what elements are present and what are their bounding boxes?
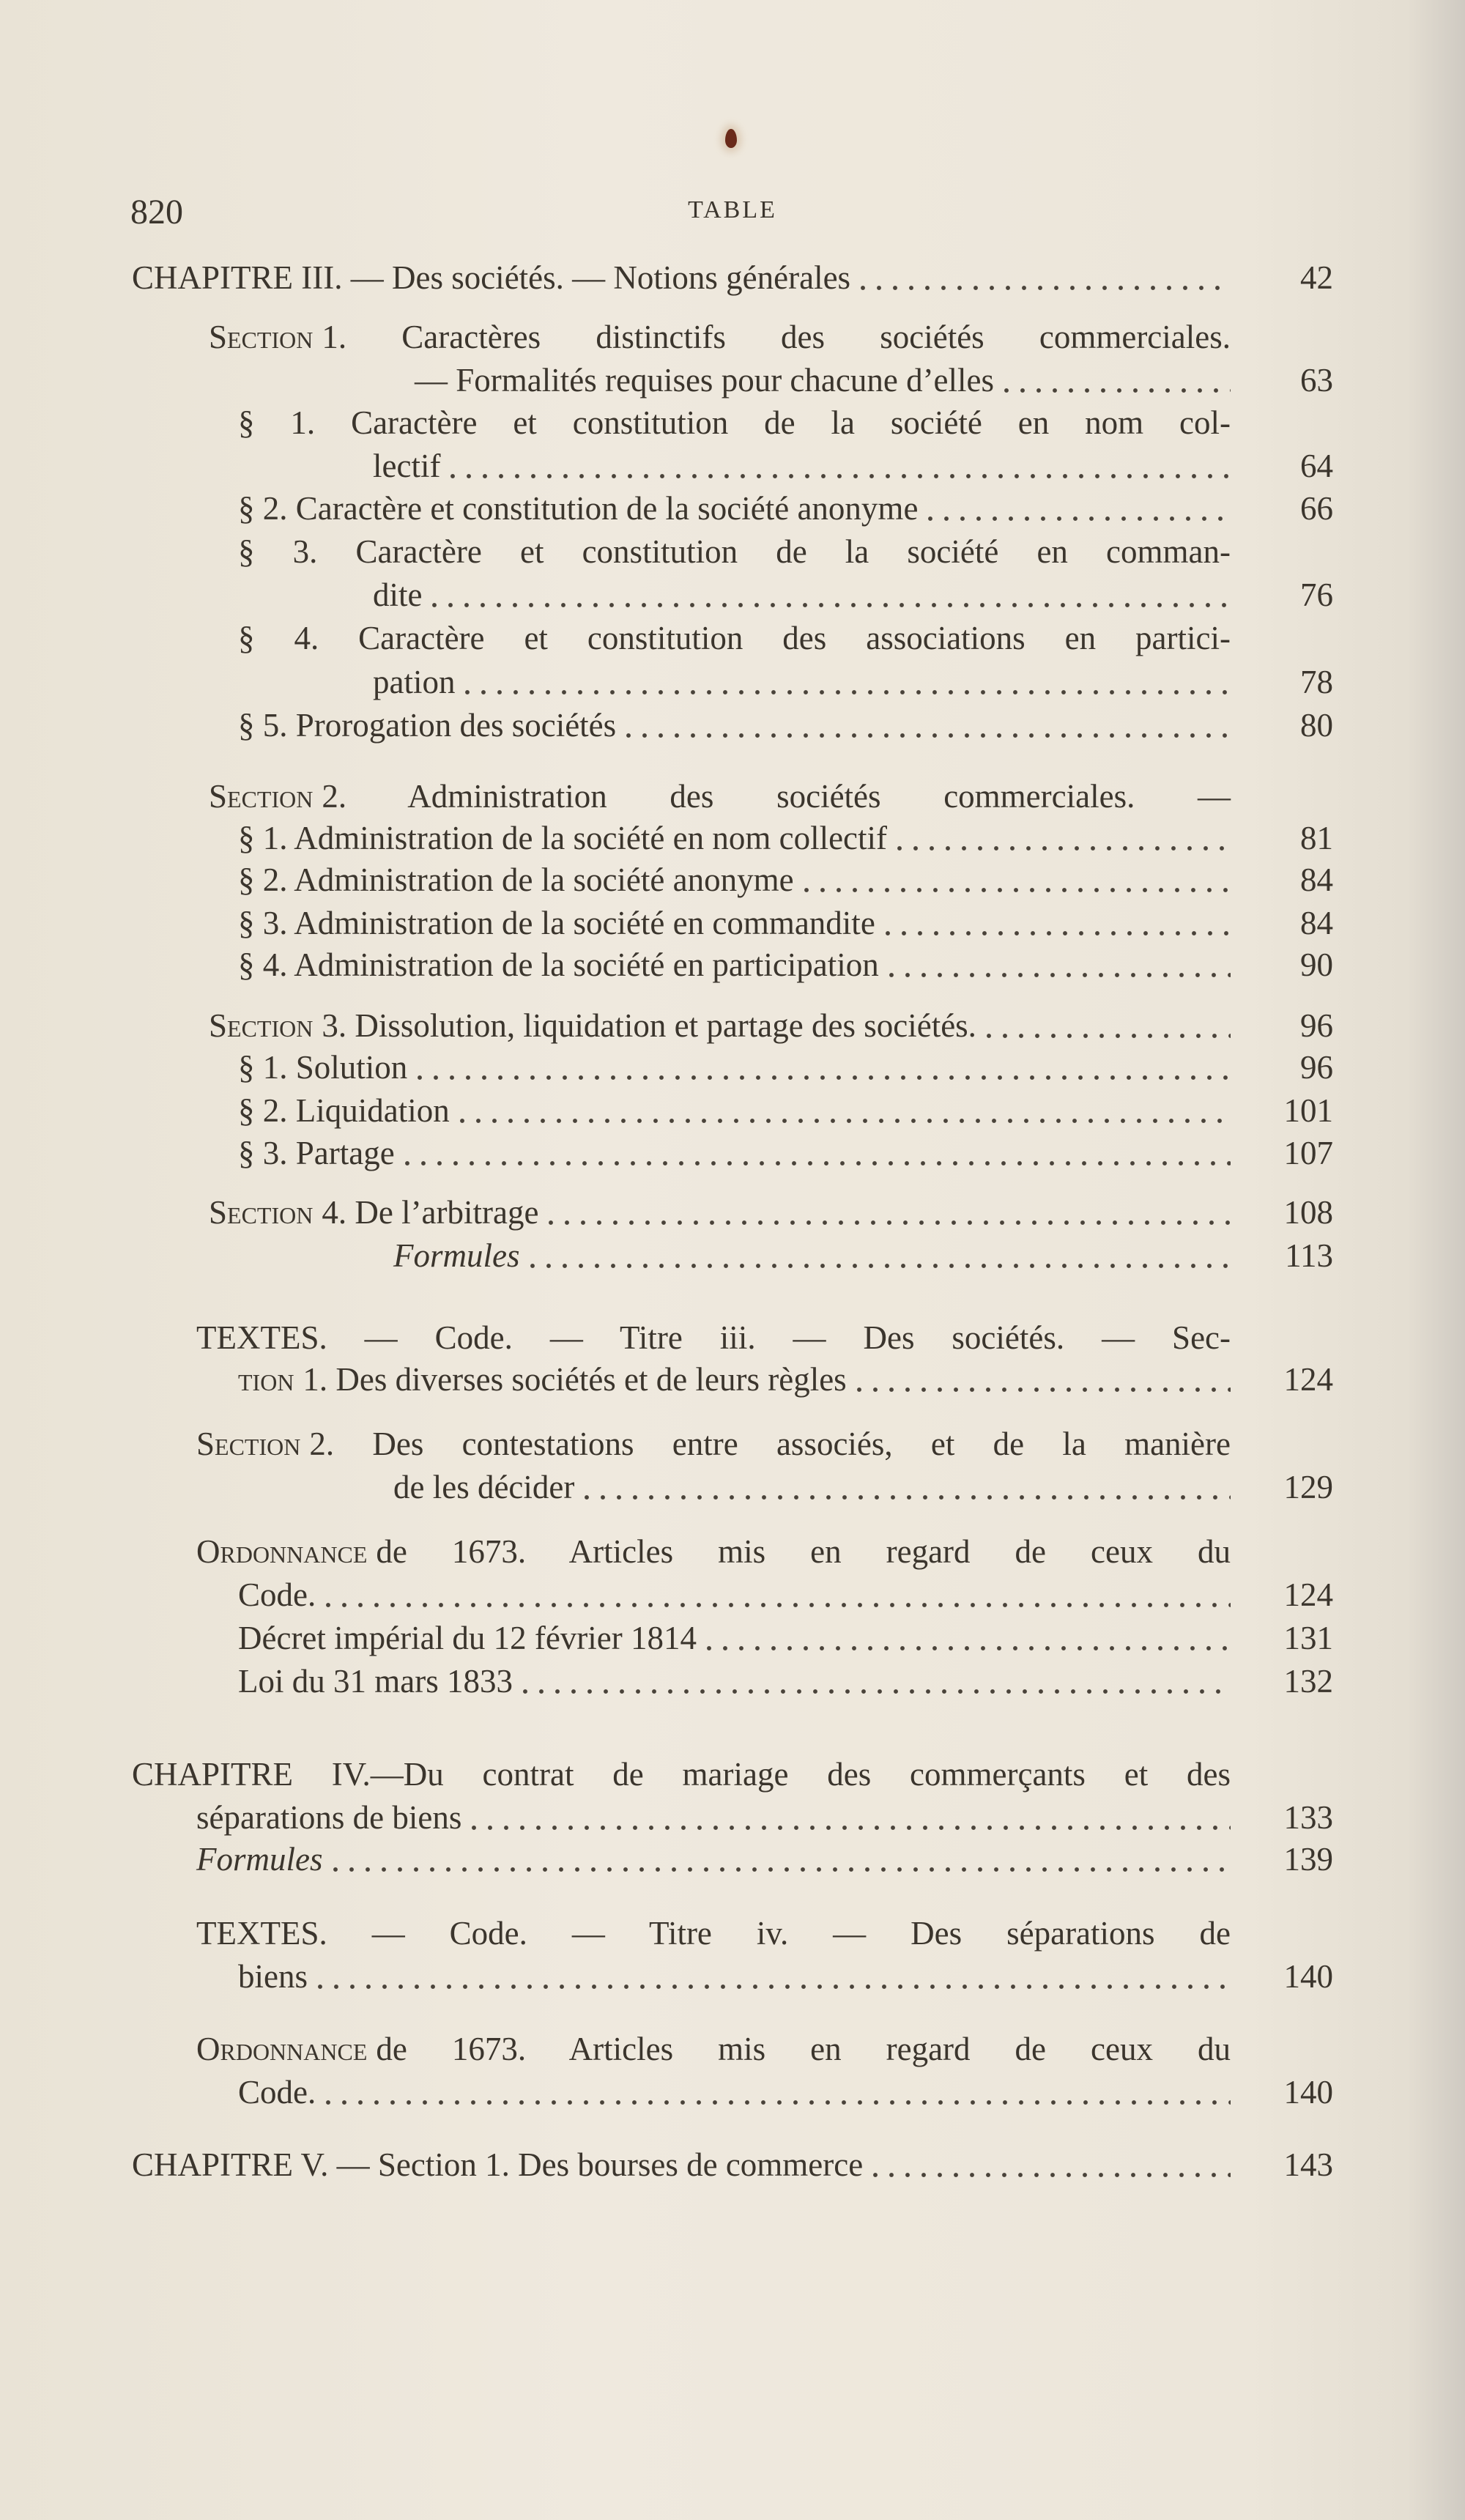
toc-entry (238, 1132, 1333, 1174)
entry-lead: Ordonnance (196, 1533, 368, 1570)
entry-title: — Formalités requises pour chacune d’elles (415, 362, 995, 399)
toc-entry (238, 704, 1333, 746)
dot-leader (880, 902, 1231, 944)
toc-entry (196, 2028, 1231, 2070)
page-number: 820 (130, 193, 183, 231)
toc-entry (132, 1753, 1231, 1796)
entry-page-number: 84 (1300, 905, 1333, 941)
entry-page-number: 108 (1283, 1194, 1333, 1231)
entry-title: 4. De l’arbitrage (322, 1194, 539, 1231)
entry-page-number: 90 (1300, 946, 1333, 983)
entry-title: TEXTES. — Code. — Titre iii. — Des sociétés. — Sec- (196, 1319, 1231, 1356)
entry-title: 1. Des diverses sociétés et de leurs règles (303, 1361, 847, 1398)
dot-leader (320, 1574, 1231, 1616)
dot-leader (883, 944, 1231, 986)
toc-entry (132, 256, 1333, 299)
entry-title: Code. (238, 1576, 316, 1613)
toc-entry (238, 817, 1333, 859)
entry-page-number: 42 (1300, 259, 1333, 296)
entry-title: § 2. Caractère et constitution de la société anonyme (238, 490, 919, 527)
entry-title: dite (373, 577, 423, 613)
toc-entry (196, 1316, 1231, 1359)
entry-page-number: 143 (1283, 2146, 1333, 2183)
dot-leader (579, 1466, 1231, 1508)
entry-title: § 1. Solution (238, 1049, 408, 1086)
toc-entry (238, 1574, 1333, 1616)
entry-title: Code. (238, 2074, 316, 2110)
entry-title: biens (238, 1958, 308, 1995)
dot-leader (327, 1838, 1231, 1880)
dot-leader (445, 445, 1231, 487)
dot-leader (466, 1796, 1231, 1839)
toc-entry (238, 902, 1333, 944)
entry-page-number: 139 (1283, 1841, 1333, 1878)
dot-leader (524, 1234, 1231, 1277)
dot-leader (399, 1132, 1231, 1174)
entry-title: § 1. Caractère et constitution de la société en nom col- (238, 404, 1231, 441)
entry-title: § 4. Administration de la société en participation (238, 946, 879, 983)
toc-entry (196, 1796, 1333, 1839)
entry-title: 1. Caractères distinctifs des sociétés commerciales. (322, 319, 1231, 355)
entry-page-number: 113 (1285, 1237, 1333, 1274)
toc-entry (373, 661, 1333, 703)
toc-entry (209, 316, 1231, 358)
dot-leader (922, 487, 1231, 530)
entry-title: de les décider (393, 1469, 575, 1505)
toc-entry (238, 2071, 1333, 2113)
entry-title: § 1. Administration de la société en nom collectif (238, 820, 888, 856)
entry-page-number: 84 (1300, 861, 1333, 898)
entry-page-number: 96 (1300, 1007, 1333, 1044)
dot-leader (998, 359, 1231, 401)
entry-title: § 5. Prorogation des sociétés (238, 707, 617, 744)
entry-page-number: 132 (1283, 1663, 1333, 1700)
toc-entry (238, 617, 1231, 659)
entry-page-number: 107 (1283, 1135, 1333, 1171)
toc-entry (238, 1089, 1333, 1132)
dot-leader (891, 817, 1231, 859)
dot-leader (620, 704, 1231, 746)
ink-stain (725, 129, 737, 148)
dot-leader (320, 2071, 1231, 2113)
entry-page-number: 96 (1300, 1049, 1333, 1086)
dot-leader (701, 1617, 1231, 1659)
dot-leader (981, 1004, 1231, 1047)
dot-leader (312, 1955, 1231, 1998)
toc-entry (196, 1838, 1333, 1880)
entry-title: § 4. Caractère et constitution des associations en partici- (238, 620, 1231, 656)
dot-leader (867, 2143, 1231, 2186)
entry-lead: Section (209, 778, 314, 815)
entry-page-number: 64 (1300, 448, 1333, 484)
dot-leader (798, 859, 1231, 901)
entry-title: séparations de biens (196, 1799, 462, 1836)
toc-entry (196, 1912, 1231, 1954)
toc-entry (196, 1530, 1231, 1573)
dot-leader (454, 1089, 1231, 1132)
toc-entry (238, 1660, 1333, 1702)
toc-entry (238, 1358, 1333, 1401)
toc-entry (238, 530, 1231, 573)
entry-page-number: 66 (1300, 490, 1333, 527)
entry-title: CHAPITRE IV.—Du contrat de mariage des commerçants et des (132, 1756, 1231, 1793)
entry-title: § 3. Partage (238, 1135, 395, 1171)
entry-page-number: 133 (1283, 1799, 1333, 1836)
entry-page-number: 63 (1300, 362, 1333, 399)
entry-lead: Section (209, 1194, 314, 1231)
entry-page-number: 76 (1300, 577, 1333, 613)
entry-title: 3. Dissolution, liquidation et partage des sociétés. (322, 1007, 976, 1044)
entry-title: lectif (373, 448, 441, 484)
entry-title: 2. Des contestations entre associés, et de la manière (309, 1426, 1231, 1462)
entry-page-number: 131 (1283, 1620, 1333, 1656)
entry-page-number: 124 (1283, 1361, 1333, 1398)
toc-entry (209, 775, 1231, 818)
toc-entry (238, 944, 1333, 986)
entry-title: § 3. Administration de la société en commandite (238, 905, 875, 941)
toc-entry (415, 359, 1333, 401)
entry-title: § 2. Liquidation (238, 1092, 450, 1129)
entry-title: de 1673. Articles mis en regard de ceux du (376, 2031, 1231, 2067)
entry-title: Décret impérial du 12 février 1814 (238, 1620, 697, 1656)
toc-entry (238, 487, 1333, 530)
dot-leader (851, 1358, 1231, 1401)
toc-entry (209, 1004, 1333, 1047)
dot-leader (517, 1660, 1231, 1702)
running-head: TABLE (688, 196, 777, 223)
entry-title: 2. Administration des sociétés commerciales. — (322, 778, 1231, 815)
toc-entry (238, 401, 1231, 444)
entry-title: § 3. Caractère et constitution de la société en comman- (238, 533, 1231, 570)
entry-page-number: 101 (1283, 1092, 1333, 1129)
dot-leader (459, 661, 1231, 703)
entry-page-number: 80 (1300, 707, 1333, 744)
entry-page-number: 124 (1283, 1576, 1333, 1613)
toc-entry (393, 1234, 1333, 1277)
entry-title: de 1673. Articles mis en regard de ceux du (376, 1533, 1231, 1570)
entry-title: TEXTES. — Code. — Titre iv. — Des séparations de (196, 1915, 1231, 1952)
entry-title: CHAPITRE III. — Des sociétés. — Notions générales (132, 259, 851, 296)
entry-lead: Ordonnance (196, 2031, 368, 2067)
toc-entry (238, 1955, 1333, 1998)
entry-title: pation (373, 664, 456, 700)
toc-entry (373, 445, 1333, 487)
entry-title: Formules (393, 1237, 520, 1274)
entry-lead: Section (196, 1426, 301, 1462)
toc-entry (238, 1046, 1333, 1089)
entry-title: CHAPITRE V. — Section 1. Des bourses de commerce (132, 2146, 864, 2183)
toc-entry (238, 859, 1333, 901)
entry-title: Formules (196, 1841, 323, 1878)
toc-entry (238, 1617, 1333, 1659)
toc-entry (132, 2143, 1333, 2186)
entry-page-number: 81 (1300, 820, 1333, 856)
dot-leader (426, 574, 1231, 616)
toc-entry (196, 1423, 1231, 1465)
dot-leader (543, 1191, 1231, 1234)
toc-entry (209, 1191, 1333, 1234)
entry-lead: Section (209, 1007, 314, 1044)
entry-page-number: 140 (1283, 2074, 1333, 2110)
entry-page-number: 140 (1283, 1958, 1333, 1995)
entry-title: Loi du 31 mars 1833 (238, 1663, 513, 1700)
toc-entry (373, 574, 1333, 616)
entry-lead: tion (238, 1361, 294, 1398)
entry-page-number: 129 (1283, 1469, 1333, 1505)
dot-leader (855, 256, 1231, 299)
entry-page-number: 78 (1300, 664, 1333, 700)
dot-leader (412, 1046, 1231, 1089)
entry-title: § 2. Administration de la société anonyme (238, 861, 794, 898)
toc-entry (393, 1466, 1333, 1508)
entry-lead: Section (209, 319, 314, 355)
